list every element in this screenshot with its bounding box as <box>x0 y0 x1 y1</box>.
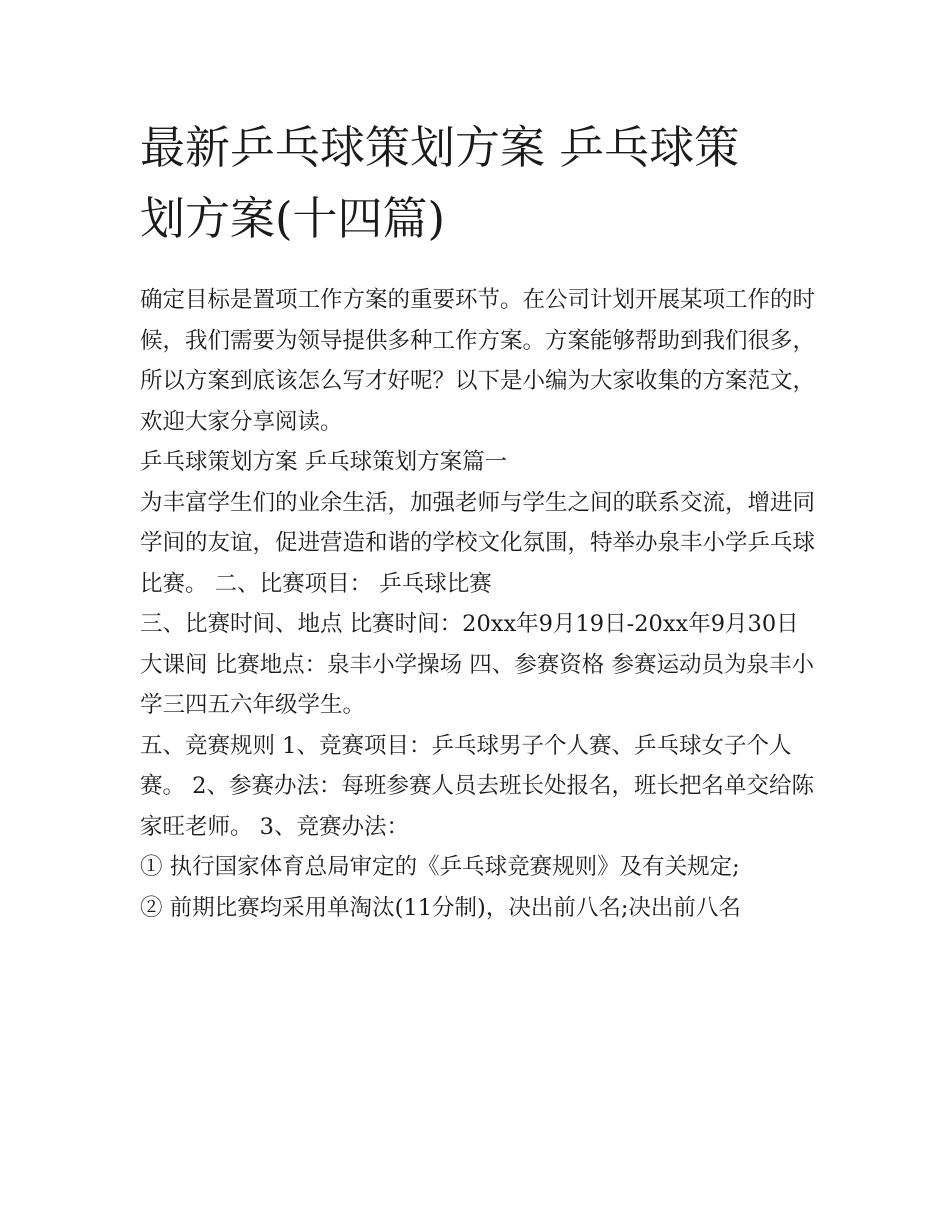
section-heading: 乒乓球策划方案 乒乓球策划方案篇一 <box>140 449 508 475</box>
rule-item-1: ① 执行国家体育总局审定的《乒乓球竞赛规则》及有关规定; <box>140 854 740 880</box>
document-body <box>140 280 820 928</box>
document-title <box>140 112 820 254</box>
purpose-paragraph: 为丰富学生们的业余生活，加强老师与学生之间的联系交流，增进同学间的友谊，促进营造和谐的学校文化氛围，特举办泉丰小学乒乓球比赛。 二、比赛项目： 乒乓球比赛 <box>140 489 816 597</box>
title-line-2: 划方案(十四篇) <box>140 192 446 245</box>
title-line-1: 最新乒乓球策划方案 乒乓球策 <box>140 121 740 174</box>
rule-item-2: ② 前期比赛均采用单淘汰(11分制)，决出前八名;决出前八名 <box>140 894 741 921</box>
schedule-paragraph: 三、比赛时间、地点 比赛时间：20xx年9月19日-20xx年9月30日大课间 比赛地点：泉丰小学操场 四、参赛资格 参赛运动员为泉丰小学三四五六年级学生。 <box>140 611 814 718</box>
intro-paragraph: 确定目标是置项工作方案的重要环节。在公司计划开展某项工作的时候，我们需要为领导提供多种工作方案。方案能够帮助到我们很多，所以方案到底该怎么写才好呢？以下是小编为大家收集的方案范文，欢迎大家分享阅读。 <box>140 287 816 435</box>
rules-paragraph: 五、竞赛规则 1、竞赛项目：乒乓球男子个人赛、乒乓球女子个人赛。 2、参赛办法：每班参赛人员去班长处报名，班长把名单交给陈家旺老师。 3、竞赛办法： <box>140 732 814 840</box>
